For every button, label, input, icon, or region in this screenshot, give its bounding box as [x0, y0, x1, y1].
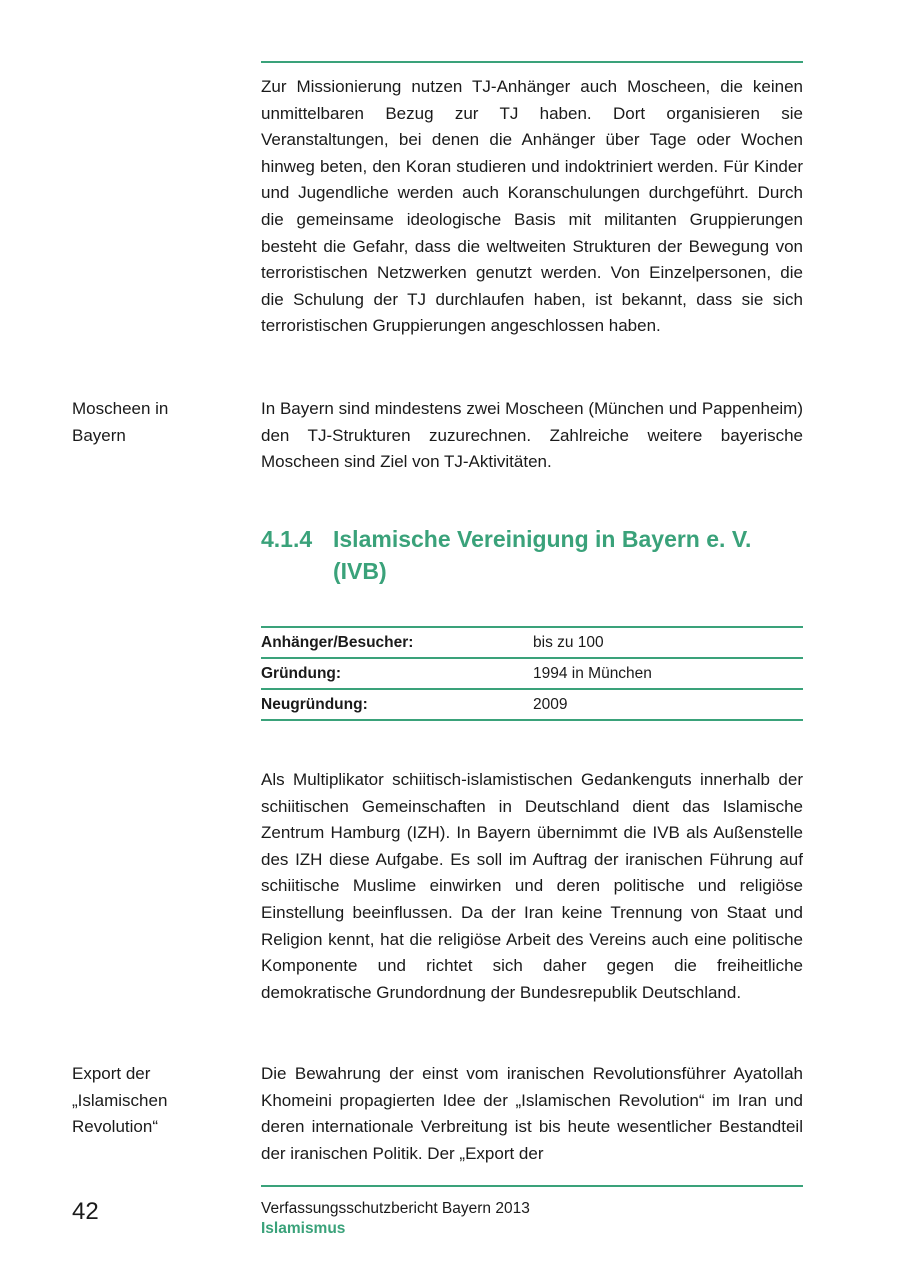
margin-note-line: Export der — [72, 1064, 151, 1083]
fact-label: Gründung: — [261, 658, 533, 689]
margin-note-moscheen — [72, 396, 232, 449]
facts-table — [261, 626, 803, 721]
fact-value: 1994 in München — [533, 658, 803, 689]
paragraph-ivb-izh: Als Multiplikator schiitisch-islamistischen Gedankenguts innerhalb der schiitischen Gemeinschaften in Deutschland dient das Islamische Zentrum Hamburg (IZH). In Bayern übernimmt die IVB als Außenstelle des IZH diese Aufgabe. Es soll im Auftrag der iranischen Führung auf schiitische Muslime einwirken und deren politische und religiöse Einstellung beeinflussen. Da der Iran keine Trennung von Staat und Religion kennt, hat die religiöse Arbeit des Vereins auch eine politische Komponente und richtet sich daher gegen die freiheitliche demokratische Grundordnung der Bundesrepublik Deutschland. — [261, 770, 803, 1002]
paragraph-moscheen-bayern: In Bayern sind mindestens zwei Moscheen (München und Pappenheim) den TJ-Strukturen zuzurechnen. Zahlreiche weitere bayerische Moscheen sind Ziel von TJ-Aktivitäten. — [261, 399, 803, 472]
table-row — [261, 658, 803, 689]
margin-note-line: „Islamischen — [72, 1090, 168, 1110]
footer-publication-title: Verfassungsschutzbericht Bayern 2013 — [261, 1200, 530, 1217]
paragraph-export-revolution: Die Bewahrung der einst vom iranischen Revolutionsführer Ayatollah Khomeini propagierten Idee der „Islamischen Revolution“ im Iran und deren internationale Verbreitung ist bis heute wesentlicher Bestandteil der iranischen Politik. Der „Export der — [261, 1064, 803, 1163]
fact-label: Anhänger/Besucher: — [261, 627, 533, 658]
fact-value: bis zu 100 — [533, 627, 803, 658]
table-row — [261, 627, 803, 658]
page-number: 42 — [72, 1198, 99, 1225]
fact-label: Neugründung: — [261, 689, 533, 720]
margin-note-line: Revolution“ — [72, 1117, 158, 1137]
footer-rule — [261, 1185, 803, 1187]
paragraph-tj-missionierung: Zur Missionierung nutzen TJ-Anhänger auch Moscheen, die keinen unmittelbaren Bezug zur TJ haben. Dort organisieren sie Veranstaltungen, bei denen die Anhänger über Tage oder Wochen hinweg beten, den Koran studieren und indoktriniert werden. Für Kinder und Jugendliche werden auch Koranschulungen durchgeführt. Durch die gemeinsame ideologische Basis mit militanten Gruppierungen besteht die Gefahr, dass die weltweiten Strukturen der Bewegung von terroristischen Netzwerken genutzt werden. Von Einzelpersonen, die die Schulung der TJ durchlaufen haben, ist bekannt, dass sie sich terroristischen Gruppierungen angeschlossen haben. — [261, 77, 803, 336]
margin-note-line: Bayern — [72, 425, 126, 445]
section-number: 4.1.4 — [261, 526, 313, 552]
section-heading — [261, 523, 803, 587]
margin-note-line: Moscheen in — [72, 399, 169, 418]
margin-note-export — [72, 1061, 232, 1141]
top-rule — [261, 61, 803, 63]
table-row — [261, 689, 803, 720]
fact-value: 2009 — [533, 689, 803, 720]
section-title: Islamische Vereinigung in Bayern e. V. (IVB) — [333, 526, 752, 584]
footer-section-name: Islamismus — [261, 1220, 346, 1237]
